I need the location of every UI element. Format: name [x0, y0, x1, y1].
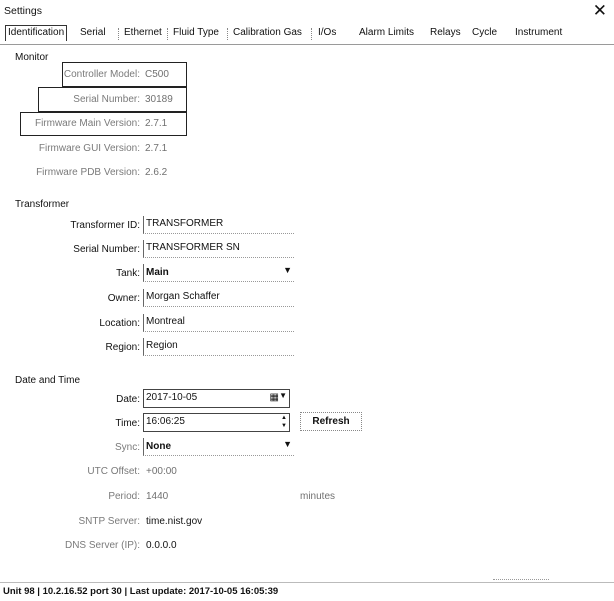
section-transformer-heading: Transformer — [15, 199, 70, 210]
tab-calibration-gas[interactable]: Calibration Gas — [233, 27, 302, 38]
tab-ios[interactable]: I/Os — [318, 27, 337, 38]
serial-number-value: 30189 — [145, 94, 173, 105]
calendar-icon[interactable]: ▦ — [269, 392, 279, 403]
chevron-down-icon[interactable]: ▼ — [283, 439, 292, 449]
tab-instrument[interactable]: Instrument — [515, 27, 563, 38]
tab-separator — [227, 28, 228, 40]
status-bar — [0, 582, 614, 601]
utc-offset-label: UTC Offset: — [87, 466, 140, 477]
section-datetime-heading: Date and Time — [15, 375, 81, 386]
tab-ethernet[interactable]: Ethernet — [124, 27, 162, 38]
owner-input[interactable]: Morgan Schaffer — [143, 289, 294, 307]
chevron-down-icon[interactable]: ▼ — [279, 391, 287, 400]
tab-identification[interactable]: Identification — [5, 25, 67, 41]
utc-offset-value: +00:00 — [146, 466, 177, 477]
firmware-pdb-label: Firmware PDB Version: — [36, 167, 140, 178]
time-value: 16:06:25 — [146, 416, 185, 427]
region-label: Region: — [105, 342, 140, 353]
tab-separator — [167, 28, 168, 40]
firmware-gui-label: Firmware GUI Version: — [38, 143, 140, 154]
sntp-server-label: SNTP Server: — [78, 516, 140, 527]
tab-separator — [311, 28, 312, 40]
tab-serial[interactable]: Serial — [80, 27, 106, 38]
close-icon[interactable]: ✕ — [592, 1, 607, 20]
window-title: Settings — [4, 5, 42, 17]
location-input[interactable]: Montreal — [143, 314, 294, 332]
date-label: Date: — [116, 394, 140, 405]
transformer-serial-label: Serial Number: — [73, 244, 140, 255]
date-value: 2017-10-05 — [146, 392, 198, 403]
sync-value: None — [146, 441, 171, 452]
firmware-gui-value: 2.7.1 — [145, 143, 168, 154]
controller-model-value: C500 — [145, 69, 169, 80]
tab-bar — [0, 24, 614, 45]
firmware-main-label: Firmware Main Version: — [34, 118, 140, 129]
status-text: Unit 98 | 10.2.16.52 port 30 | Last update: 2017-10-05 16:05:39 — [3, 586, 279, 597]
location-label: Location: — [99, 318, 140, 329]
period-label: Period: — [108, 491, 140, 502]
section-monitor-heading: Monitor — [15, 52, 49, 63]
transformer-serial-input[interactable]: TRANSFORMER SN — [143, 240, 294, 258]
tank-value: Main — [146, 267, 169, 278]
period-value: 1440 — [146, 491, 169, 502]
refresh-button[interactable]: Refresh — [300, 412, 362, 431]
tab-relays[interactable]: Relays — [430, 27, 461, 38]
tab-cycle[interactable]: Cycle — [472, 27, 498, 38]
sync-select[interactable] — [143, 438, 294, 456]
time-picker[interactable] — [143, 413, 290, 432]
transformer-id-label: Transformer ID: — [70, 220, 140, 231]
tank-label: Tank: — [116, 268, 140, 279]
serial-number-label: Serial Number: — [73, 94, 140, 105]
tab-alarm-limits[interactable]: Alarm Limits — [359, 27, 415, 38]
transformer-id-input[interactable]: TRANSFORMER — [143, 216, 294, 234]
firmware-pdb-value: 2.6.2 — [145, 167, 168, 178]
status-divider — [493, 579, 549, 580]
spinner-icon[interactable]: ▲ ▼ — [281, 415, 287, 429]
firmware-main-value: 2.7.1 — [145, 118, 168, 129]
tab-separator — [118, 28, 119, 40]
sync-label: Sync: — [114, 442, 140, 453]
dns-server-value: 0.0.0.0 — [146, 540, 177, 551]
title-bar — [0, 0, 614, 24]
chevron-down-icon[interactable]: ▼ — [283, 265, 292, 275]
date-picker[interactable] — [143, 389, 290, 408]
time-label: Time: — [115, 418, 140, 429]
tank-select[interactable] — [143, 264, 294, 282]
tab-fluid-type[interactable]: Fluid Type — [173, 27, 219, 38]
controller-model-label: Controller Model: — [63, 69, 140, 80]
sntp-server-value: time.nist.gov — [146, 516, 203, 527]
region-input[interactable]: Region — [143, 338, 294, 356]
owner-label: Owner: — [107, 293, 140, 304]
period-unit: minutes — [300, 491, 336, 502]
dns-server-label: DNS Server (IP): — [64, 540, 140, 551]
